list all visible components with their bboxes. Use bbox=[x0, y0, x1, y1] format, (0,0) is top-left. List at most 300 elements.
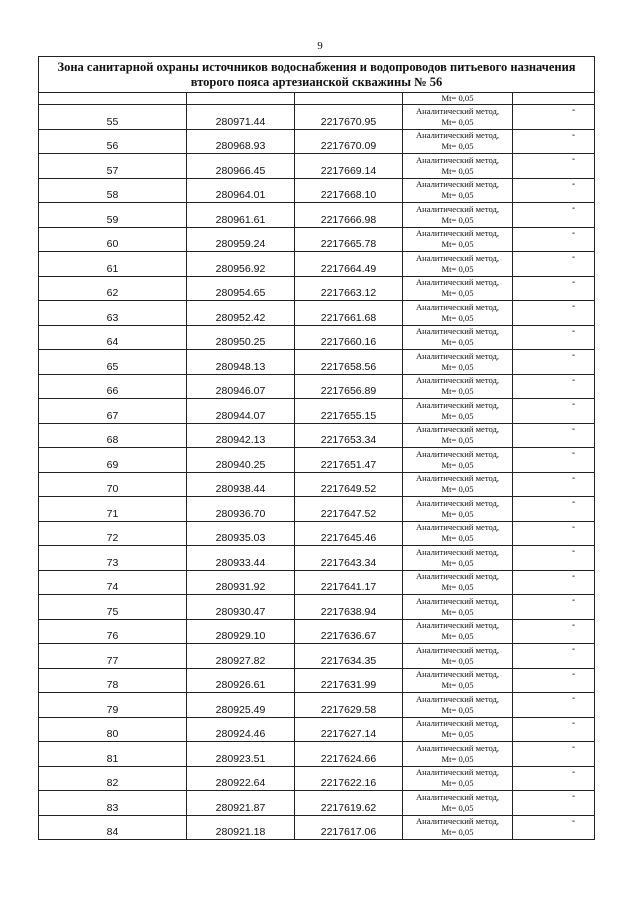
cell-empty bbox=[513, 93, 595, 105]
method-text: Аналитический метод, bbox=[415, 767, 500, 778]
table-row bbox=[39, 227, 595, 252]
table-row bbox=[39, 766, 595, 791]
coordinate-y-cell bbox=[295, 693, 403, 718]
table-row bbox=[39, 252, 595, 277]
point-number: 63 bbox=[106, 311, 119, 324]
extra-cell bbox=[513, 105, 595, 130]
coordinate-x: 280950.25 bbox=[215, 336, 266, 348]
extra-cell bbox=[513, 766, 595, 791]
method-text: Аналитический метод, bbox=[415, 228, 500, 239]
coordinate-x: 280940.25 bbox=[215, 458, 266, 471]
extra-cell bbox=[513, 717, 595, 742]
point-number-cell bbox=[39, 668, 187, 693]
coordinate-x-cell bbox=[187, 276, 295, 301]
point-number-cell bbox=[39, 203, 187, 228]
accuracy-text: Mt= 0,05 bbox=[441, 484, 474, 495]
coordinate-x: 280946.07 bbox=[215, 385, 266, 397]
cell-empty bbox=[295, 93, 403, 105]
table-row bbox=[39, 570, 595, 595]
coordinate-x-cell bbox=[187, 129, 295, 154]
coordinate-x: 280930.47 bbox=[215, 605, 266, 618]
method-text: Аналитический метод, bbox=[415, 105, 500, 116]
point-number: 58 bbox=[106, 189, 119, 201]
method-text: Аналитический метод, bbox=[415, 644, 500, 655]
accuracy-text: Mt= 0,05 bbox=[441, 802, 474, 813]
coordinate-y-cell bbox=[295, 815, 403, 840]
accuracy-text: Mt= 0,05 bbox=[441, 410, 474, 421]
accuracy-text: Mt= 0,05 bbox=[441, 533, 474, 544]
extra-cell bbox=[513, 448, 595, 473]
coordinate-y-cell bbox=[295, 668, 403, 693]
coordinate-y: 2217664.49 bbox=[320, 262, 377, 275]
coordinate-x: 280956.92 bbox=[215, 262, 266, 275]
coordinate-y: 2217670.09 bbox=[320, 140, 377, 152]
extra-cell bbox=[513, 668, 595, 693]
table-row bbox=[39, 129, 595, 154]
point-number: 68 bbox=[106, 434, 119, 446]
table-row bbox=[39, 693, 595, 718]
point-number: 70 bbox=[106, 483, 119, 495]
table-row bbox=[39, 815, 595, 840]
table-row-continuation bbox=[39, 93, 595, 105]
coordinate-y-cell bbox=[295, 546, 403, 571]
method-cell bbox=[403, 350, 513, 375]
coordinate-x: 280936.70 bbox=[215, 507, 266, 520]
extra-cell bbox=[513, 203, 595, 228]
point-number-cell bbox=[39, 472, 187, 497]
point-number-cell bbox=[39, 252, 187, 277]
coordinate-y: 2217666.98 bbox=[320, 213, 377, 226]
coordinate-x: 280952.42 bbox=[215, 311, 266, 324]
method-cell bbox=[403, 374, 513, 399]
coordinate-x-cell bbox=[187, 742, 295, 767]
cell-empty bbox=[39, 93, 187, 105]
accuracy-text: Mt= 0,05 bbox=[441, 827, 474, 838]
method-text: Аналитический метод, bbox=[415, 497, 500, 508]
coordinate-x: 280935.03 bbox=[215, 532, 266, 544]
extra-cell bbox=[513, 791, 595, 816]
extra-dash: - bbox=[571, 693, 576, 704]
point-number-cell bbox=[39, 154, 187, 179]
coordinate-x-cell bbox=[187, 178, 295, 203]
coordinate-y: 2217655.15 bbox=[320, 409, 377, 422]
coordinate-y: 2217629.58 bbox=[320, 703, 377, 716]
point-number: 64 bbox=[106, 336, 119, 348]
coordinate-x: 280948.13 bbox=[215, 360, 266, 373]
coordinate-x: 280961.61 bbox=[215, 213, 266, 226]
method-text: Аналитический метод, bbox=[415, 375, 500, 386]
extra-dash: - bbox=[571, 815, 576, 827]
coordinate-y: 2217627.14 bbox=[320, 728, 377, 740]
extra-dash: - bbox=[571, 472, 576, 484]
coordinate-x: 280926.61 bbox=[215, 679, 266, 691]
coordinate-x-cell bbox=[187, 105, 295, 130]
coordinate-y-cell bbox=[295, 276, 403, 301]
extra-dash: - bbox=[571, 644, 576, 655]
point-number: 55 bbox=[106, 115, 119, 128]
point-number-cell bbox=[39, 178, 187, 203]
point-number: 80 bbox=[106, 728, 119, 740]
table-row bbox=[39, 105, 595, 130]
coordinate-x-cell bbox=[187, 203, 295, 228]
extra-cell bbox=[513, 227, 595, 252]
method-cell bbox=[403, 815, 513, 840]
point-number-cell bbox=[39, 815, 187, 840]
accuracy-text: Mt= 0,05 bbox=[441, 116, 474, 127]
coordinate-y: 2217661.68 bbox=[320, 311, 377, 324]
extra-cell bbox=[513, 252, 595, 277]
coordinate-y: 2217645.46 bbox=[320, 532, 377, 544]
method-cell bbox=[403, 791, 513, 816]
table-row bbox=[39, 374, 595, 399]
coordinate-y: 2217622.16 bbox=[320, 777, 377, 789]
extra-dash: - bbox=[571, 717, 576, 729]
extra-dash: - bbox=[571, 203, 576, 214]
coordinate-y-cell bbox=[295, 203, 403, 228]
method-cell bbox=[403, 203, 513, 228]
accuracy-text: Mt= 0,05 bbox=[441, 214, 474, 225]
method-text: Аналитический метод, bbox=[415, 277, 500, 288]
coordinate-x-cell bbox=[187, 497, 295, 522]
point-number: 79 bbox=[106, 703, 119, 716]
table-row bbox=[39, 497, 595, 522]
table-row bbox=[39, 276, 595, 301]
point-number: 60 bbox=[106, 238, 119, 250]
point-number: 81 bbox=[106, 752, 119, 765]
accuracy-text: Mt= 0,05 bbox=[441, 582, 474, 593]
accuracy-text: Mt= 0,05 bbox=[441, 337, 474, 348]
method-text: Аналитический метод, bbox=[415, 350, 500, 361]
coordinate-y-cell bbox=[295, 717, 403, 742]
extra-dash: - bbox=[571, 619, 576, 631]
point-number: 61 bbox=[106, 262, 119, 275]
accuracy-text: Mt= 0,05 bbox=[441, 263, 474, 274]
coordinate-y-cell bbox=[295, 154, 403, 179]
coordinate-y: 2217647.52 bbox=[320, 507, 377, 520]
point-number-cell bbox=[39, 325, 187, 350]
point-number-cell bbox=[39, 497, 187, 522]
point-number-cell bbox=[39, 595, 187, 620]
coordinate-y: 2217665.78 bbox=[320, 238, 377, 250]
coordinate-y-cell bbox=[295, 105, 403, 130]
method-cell bbox=[403, 129, 513, 154]
coordinate-x-cell bbox=[187, 472, 295, 497]
extra-dash: - bbox=[571, 227, 576, 239]
coordinate-x-cell bbox=[187, 815, 295, 840]
method-text: Аналитический метод, bbox=[415, 816, 500, 827]
point-number-cell bbox=[39, 619, 187, 644]
point-number-cell bbox=[39, 717, 187, 742]
extra-dash: - bbox=[571, 374, 576, 386]
table-row bbox=[39, 791, 595, 816]
point-number-cell bbox=[39, 374, 187, 399]
coordinate-y: 2217649.52 bbox=[320, 483, 377, 495]
coordinate-y-cell bbox=[295, 619, 403, 644]
point-number: 71 bbox=[106, 507, 119, 520]
method-cell bbox=[403, 325, 513, 350]
method-cell bbox=[403, 252, 513, 277]
method-cell bbox=[403, 178, 513, 203]
extra-dash: - bbox=[571, 105, 576, 116]
point-number-cell bbox=[39, 791, 187, 816]
accuracy-cell bbox=[403, 93, 513, 105]
point-number: 84 bbox=[106, 826, 119, 838]
coordinate-y: 2217634.35 bbox=[320, 654, 377, 667]
accuracy-text: Mt= 0,05 bbox=[441, 239, 474, 250]
coordinate-y: 2217668.10 bbox=[320, 189, 377, 201]
coordinate-x: 280925.49 bbox=[215, 703, 266, 716]
coordinate-x-cell bbox=[187, 252, 295, 277]
method-cell bbox=[403, 276, 513, 301]
extra-dash: - bbox=[571, 301, 576, 312]
coordinate-y: 2217638.94 bbox=[320, 605, 377, 618]
coordinate-x-cell bbox=[187, 448, 295, 473]
extra-cell bbox=[513, 374, 595, 399]
coordinate-x-cell bbox=[187, 399, 295, 424]
extra-cell bbox=[513, 472, 595, 497]
accuracy-text: Mt= 0,05 bbox=[441, 680, 474, 691]
method-cell bbox=[403, 570, 513, 595]
coordinate-x-cell bbox=[187, 325, 295, 350]
table-row bbox=[39, 644, 595, 669]
page-number: 9 bbox=[317, 40, 323, 52]
accuracy-text: Mt= 0,05 bbox=[441, 386, 474, 397]
point-number: 78 bbox=[106, 679, 119, 691]
point-number: 56 bbox=[106, 140, 119, 152]
table-row bbox=[39, 472, 595, 497]
method-text: Аналитический метод, bbox=[415, 252, 500, 263]
method-cell bbox=[403, 399, 513, 424]
point-number-cell bbox=[39, 766, 187, 791]
table-row bbox=[39, 203, 595, 228]
extra-cell bbox=[513, 546, 595, 571]
method-text: Аналитический метод, bbox=[415, 154, 500, 165]
coordinate-x: 280954.65 bbox=[215, 287, 266, 299]
coordinate-y: 2217653.34 bbox=[320, 434, 377, 446]
method-cell bbox=[403, 693, 513, 718]
point-number: 69 bbox=[106, 458, 119, 471]
extra-dash: - bbox=[571, 521, 576, 533]
coordinate-y: 2217656.89 bbox=[320, 385, 377, 397]
method-text: Аналитический метод, bbox=[415, 669, 500, 680]
extra-dash: - bbox=[571, 766, 576, 778]
coordinate-x-cell bbox=[187, 619, 295, 644]
coordinate-y-cell bbox=[295, 766, 403, 791]
extra-dash: - bbox=[571, 325, 576, 337]
coordinate-y: 2217660.16 bbox=[320, 336, 377, 348]
coordinates-table bbox=[38, 56, 595, 840]
table-title-line-1: Зона санитарной охраны источников водоснабжения и водопроводов питьевого назначения bbox=[57, 60, 576, 74]
table-row bbox=[39, 521, 595, 546]
extra-cell bbox=[513, 350, 595, 375]
point-number: 83 bbox=[106, 801, 119, 814]
coordinate-y: 2217669.14 bbox=[320, 164, 377, 177]
coordinate-x: 280944.07 bbox=[215, 409, 266, 422]
coordinate-x-cell bbox=[187, 717, 295, 742]
point-number: 74 bbox=[106, 581, 119, 593]
coordinate-y-cell bbox=[295, 227, 403, 252]
accuracy-text: Mt= 0,05 bbox=[441, 655, 474, 666]
point-number-cell bbox=[39, 399, 187, 424]
accuracy-text: Mt= 0,05 bbox=[441, 459, 474, 470]
table-title bbox=[39, 57, 595, 93]
coordinate-x-cell bbox=[187, 227, 295, 252]
table-row bbox=[39, 619, 595, 644]
point-number-cell bbox=[39, 521, 187, 546]
method-text: Аналитический метод, bbox=[415, 742, 500, 753]
extra-dash: - bbox=[571, 497, 576, 508]
extra-dash: - bbox=[571, 423, 576, 435]
method-text: Аналитический метод, bbox=[415, 130, 500, 141]
accuracy-text: Mt= 0,05 bbox=[441, 557, 474, 568]
coordinate-x: 280966.45 bbox=[215, 164, 266, 177]
accuracy-text: Mt= 0,05 bbox=[441, 435, 474, 446]
extra-cell bbox=[513, 129, 595, 154]
extra-dash: - bbox=[571, 570, 576, 582]
method-cell bbox=[403, 644, 513, 669]
method-cell bbox=[403, 717, 513, 742]
table-row bbox=[39, 546, 595, 571]
coordinate-y-cell bbox=[295, 521, 403, 546]
method-text: Аналитический метод, bbox=[415, 326, 500, 337]
coordinate-y-cell bbox=[295, 301, 403, 326]
extra-dash: - bbox=[571, 742, 576, 753]
coordinate-x-cell bbox=[187, 423, 295, 448]
coordinate-y: 2217663.12 bbox=[320, 287, 377, 299]
accuracy-text: Mt= 0,05 bbox=[441, 165, 474, 176]
coordinate-y: 2217651.47 bbox=[320, 458, 377, 471]
extra-cell bbox=[513, 325, 595, 350]
extra-dash: - bbox=[571, 276, 576, 288]
coordinate-x: 280938.44 bbox=[215, 483, 266, 495]
coordinate-x-cell bbox=[187, 546, 295, 571]
method-text: Аналитический метод, bbox=[415, 301, 500, 312]
coordinate-y-cell bbox=[295, 644, 403, 669]
extra-dash: - bbox=[571, 399, 576, 410]
method-text: Аналитический метод, bbox=[415, 448, 500, 459]
table-row bbox=[39, 325, 595, 350]
method-cell bbox=[403, 301, 513, 326]
coordinate-y: 2217619.62 bbox=[320, 801, 377, 814]
accuracy-text: Mt= 0,05 bbox=[441, 778, 474, 789]
point-number: 66 bbox=[106, 385, 119, 397]
point-number: 67 bbox=[106, 409, 119, 422]
extra-dash: - bbox=[571, 448, 576, 459]
coordinate-x-cell bbox=[187, 374, 295, 399]
extra-dash: - bbox=[571, 252, 576, 263]
coordinate-x-cell bbox=[187, 154, 295, 179]
coordinate-x: 280971.44 bbox=[215, 115, 266, 128]
point-number: 82 bbox=[106, 777, 119, 789]
method-cell bbox=[403, 766, 513, 791]
point-number-cell bbox=[39, 105, 187, 130]
coordinate-x: 280923.51 bbox=[215, 752, 266, 765]
coordinate-y-cell bbox=[295, 570, 403, 595]
table-row bbox=[39, 350, 595, 375]
coordinate-x: 280968.93 bbox=[215, 140, 266, 152]
extra-dash: - bbox=[571, 791, 576, 802]
coordinate-x: 280924.46 bbox=[215, 728, 266, 740]
accuracy-text: Mt= 0,05 bbox=[441, 141, 474, 152]
coordinate-y-cell bbox=[295, 252, 403, 277]
coordinate-y: 2217658.56 bbox=[320, 360, 377, 373]
point-number-cell bbox=[39, 423, 187, 448]
method-text: Аналитический метод, bbox=[415, 522, 500, 533]
coordinate-x: 280959.24 bbox=[215, 238, 266, 250]
extra-cell bbox=[513, 178, 595, 203]
method-cell bbox=[403, 497, 513, 522]
table-row bbox=[39, 448, 595, 473]
coordinate-y-cell bbox=[295, 129, 403, 154]
extra-dash: - bbox=[571, 350, 576, 361]
method-cell bbox=[403, 668, 513, 693]
point-number-cell bbox=[39, 644, 187, 669]
coordinate-x-cell bbox=[187, 570, 295, 595]
point-number-cell bbox=[39, 448, 187, 473]
coordinate-x-cell bbox=[187, 301, 295, 326]
extra-cell bbox=[513, 521, 595, 546]
point-number: 59 bbox=[106, 213, 119, 226]
table-title-row bbox=[39, 57, 595, 93]
coordinate-y: 2217624.66 bbox=[320, 752, 377, 765]
table-row bbox=[39, 668, 595, 693]
point-number: 65 bbox=[106, 360, 119, 373]
method-cell bbox=[403, 619, 513, 644]
coordinate-x: 280929.10 bbox=[215, 630, 266, 642]
coordinate-x: 280942.13 bbox=[215, 434, 266, 446]
accuracy-text: Mt= 0,05 bbox=[441, 606, 474, 617]
method-text: Аналитический метод, bbox=[415, 179, 500, 190]
point-number: 76 bbox=[106, 630, 119, 642]
point-number: 75 bbox=[106, 605, 119, 618]
coordinate-x: 280933.44 bbox=[215, 556, 266, 569]
coordinate-x-cell bbox=[187, 350, 295, 375]
point-number-cell bbox=[39, 546, 187, 571]
point-number: 62 bbox=[106, 287, 119, 299]
extra-dash: - bbox=[571, 129, 576, 141]
point-number: 57 bbox=[106, 164, 119, 177]
coordinate-x: 280921.18 bbox=[215, 826, 266, 838]
coordinate-y-cell bbox=[295, 325, 403, 350]
extra-cell bbox=[513, 595, 595, 620]
extra-cell bbox=[513, 619, 595, 644]
extra-dash: - bbox=[571, 668, 576, 680]
table-row bbox=[39, 301, 595, 326]
extra-cell bbox=[513, 301, 595, 326]
point-number-cell bbox=[39, 227, 187, 252]
coordinate-y-cell bbox=[295, 374, 403, 399]
method-text: Аналитический метод, bbox=[415, 546, 500, 557]
method-text: Аналитический метод, bbox=[415, 595, 500, 606]
point-number: 72 bbox=[106, 532, 119, 544]
coordinate-y-cell bbox=[295, 791, 403, 816]
coordinate-x-cell bbox=[187, 644, 295, 669]
cell-empty bbox=[187, 93, 295, 105]
point-number-cell bbox=[39, 350, 187, 375]
extra-cell bbox=[513, 815, 595, 840]
method-text: Аналитический метод, bbox=[415, 399, 500, 410]
point-number: 77 bbox=[106, 654, 119, 667]
accuracy-text: Mt= 0,05 bbox=[441, 631, 474, 642]
extra-dash: - bbox=[571, 595, 576, 606]
method-text: Аналитический метод, bbox=[415, 620, 500, 631]
method-text: Аналитический метод, bbox=[415, 473, 500, 484]
point-number: 73 bbox=[106, 556, 119, 569]
method-cell bbox=[403, 742, 513, 767]
coordinate-y-cell bbox=[295, 472, 403, 497]
coordinate-y-cell bbox=[295, 595, 403, 620]
coordinate-y: 2217641.17 bbox=[320, 581, 377, 593]
